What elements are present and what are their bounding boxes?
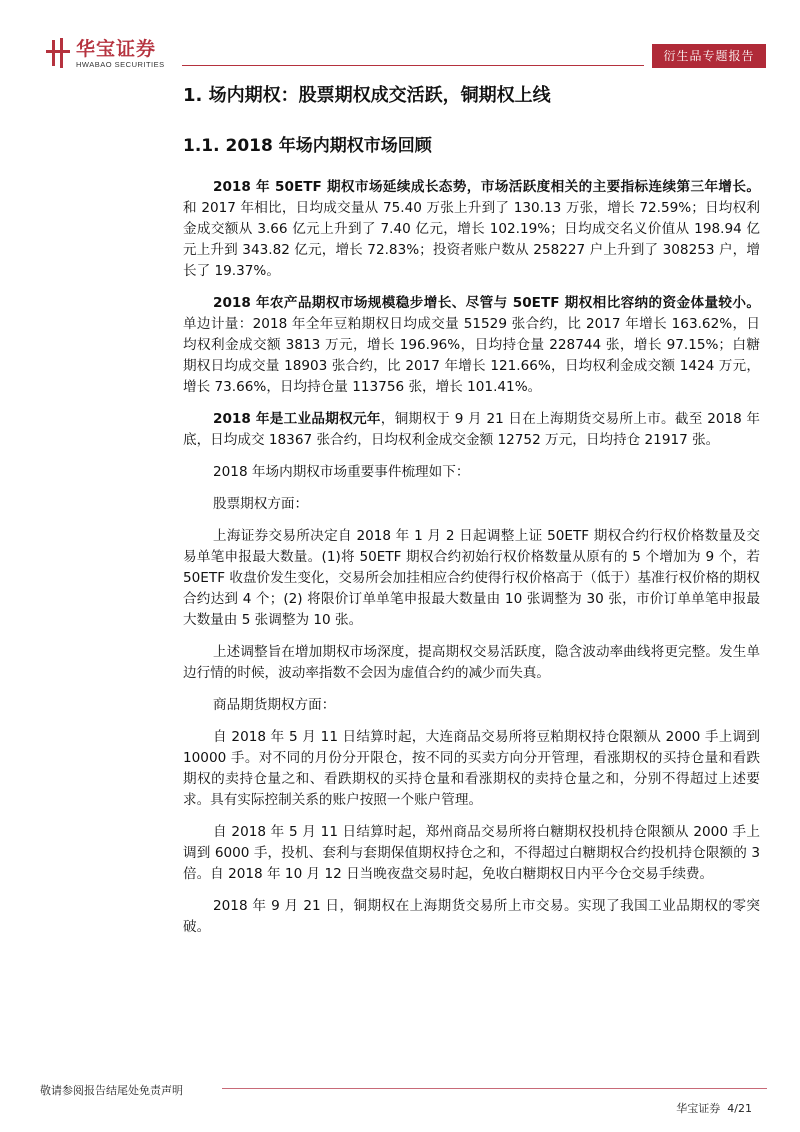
- paragraph-text: 和 2017 年相比，日均成交量从 75.40 万张上升到了 130.13 万张，增长 72.59%；日均权利金成交额从 3.66 亿元上升到了 7.40 亿元，增长 102.19%；日均成交名义价值从 198.94 亿元上升到 343.82 亿元，增长 72.83%；投资者账户数从 258227 户上升到了 308253 户，增长了 19.37%。: [183, 200, 760, 279]
- paragraph: [183, 526, 760, 631]
- report-type-badge: 衍生品专题报告: [652, 44, 766, 68]
- header-divider: [182, 65, 644, 66]
- paragraph: [183, 727, 760, 811]
- paragraph: [183, 822, 760, 885]
- paragraph: [183, 896, 760, 938]
- footer-disclaimer: 敬请参阅报告结尾处免责声明: [40, 1084, 183, 1097]
- paragraph-text: 自 2018 年 5 月 11 日结算时起，大连商品交易所将豆粕期权持仓限额从 2000 手上调到 10000 手。对不同的月份分开限仓，按不同的买卖方向分开管理，看涨期权的买持仓量和看跌期权的卖持仓量之和、看跌期权的买持仓量和看涨期权的卖持仓量之和，分别不得超过上述要求。具有实际控制关系的账户按照一个账户管理。: [183, 729, 760, 808]
- paragraph: [183, 642, 760, 684]
- paragraph-text: 上述调整旨在增加期权市场深度，提高期权交易活跃度，隐含波动率曲线将更完整。发生单边行情的时候，波动率指数不会因为虚值合约的减少而失真。: [183, 644, 760, 681]
- logo-cn: 华宝证券: [76, 38, 157, 60]
- paragraph-text: 股票期权方面：: [213, 496, 309, 512]
- report-body: [183, 84, 760, 949]
- paragraph-text: ，铜期权于 9 月 21 日在上海期货交易所上市。截至 2018 年底，日均成交 18367 张合约，日均权利金成交金额 12752 万元，日均持仓 21917 张。: [183, 411, 760, 448]
- logo-mark-icon: [46, 38, 70, 68]
- paragraph-text: 上海证券交易所决定自 2018 年 1 月 2 日起调整上证 50ETF 期权合约行权价格数量及交易单笔申报最大数量。(1)将 50ETF 期权合约初始行权价格数量从原有的 5 个增加为 9 个，若 50ETF 收盘价发生变化，交易所会加挂相应合约使得行权价格高于（低于）基准行权价格的期权合约达到 4 个；(2) 将限价订单单笔申报最大数量由 10 张调整为 30 张，市价订单单笔申报最大数量由 5 张调整为 10 张。: [183, 528, 760, 628]
- logo-en: HWABAO SECURITIES: [76, 60, 165, 69]
- paragraph: [183, 494, 760, 515]
- page-number: 4/21: [727, 1102, 752, 1115]
- paragraph-text: 2018 年场内期权市场重要事件梳理如下：: [213, 464, 470, 480]
- paragraph: [183, 462, 760, 483]
- footer-page-info: [676, 1100, 752, 1116]
- paragraph: [183, 695, 760, 716]
- subsection-title: 1.1. 2018 年场内期权市场回顾: [183, 136, 432, 156]
- section-title: 1. 场内期权：股票期权成交活跃，铜期权上线: [183, 85, 551, 106]
- paragraph-lead: 2018 年农产品期权市场规模稳步增长、尽管与 50ETF 期权相比容纳的资金体量较小。: [213, 295, 760, 311]
- paragraph: [183, 293, 760, 398]
- paragraph-text: 单边计量：2018 年全年豆粕期权日均成交量 51529 张合约，比 2017 年增长 163.62%，日均权利金成交额 3813 万元，增长 196.96%，日均持仓量 228744 张，增长 97.15%；白糖期权日均成交量 18903 张合约，比 2017 年增长 121.66%，日均权利金成交额 1424 万元，增长 73.66%，日均持仓量 113756 张，增长 101.41%。: [183, 316, 760, 395]
- paragraph: [183, 177, 760, 282]
- paragraph-lead: 2018 年 50ETF 期权市场延续成长态势，市场活跃度相关的主要指标连续第三年增长。: [213, 179, 760, 195]
- paragraph-lead: 2018 年是工业品期权元年: [213, 411, 381, 427]
- paragraph: [183, 409, 760, 451]
- company-logo: [46, 38, 165, 69]
- footer-divider: [222, 1088, 767, 1089]
- paragraph-text: 2018 年 9 月 21 日，铜期权在上海期货交易所上市交易。实现了我国工业品期权的零突破。: [183, 898, 760, 935]
- footer-company: 华宝证券: [676, 1102, 721, 1115]
- paragraph-text: 商品期货期权方面：: [213, 697, 336, 713]
- paragraph-text: 自 2018 年 5 月 11 日结算时起，郑州商品交易所将白糖期权投机持仓限额从 2000 手上调到 6000 手，投机、套利与套期保值期权持仓之和，不得超过白糖期权合约投机持仓限额的 3 倍。自 2018 年 10 月 12 日当晚夜盘交易时起，免收白糖期权日内平今仓交易手续费。: [183, 824, 760, 882]
